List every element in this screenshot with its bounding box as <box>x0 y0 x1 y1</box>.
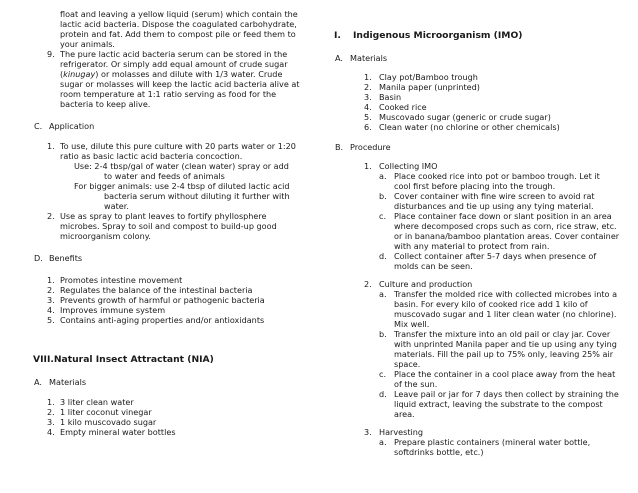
text-line: water. <box>104 201 129 211</box>
section-title-materials: Materials <box>350 53 388 63</box>
list-item: Manila paper (unprinted) <box>379 82 480 92</box>
list-number: 9. <box>47 49 55 59</box>
list-item: Cooked rice <box>379 102 427 112</box>
text-line: ratio as basic lactic acid bacteria concoction. <box>60 151 243 161</box>
list-number: 1. <box>364 161 372 171</box>
text-line: protein and fat. Add them to compost pile or feed them to <box>60 29 296 39</box>
sub-letter: c. <box>379 369 387 379</box>
text-line: refrigerator. Or simply add equal amount of crude sugar <box>60 59 288 69</box>
section-title-procedure: Procedure <box>350 142 391 152</box>
italic-term: kinugay <box>63 69 96 79</box>
section-letter: C. <box>34 121 43 131</box>
text-line: cool first before placing into the trough. <box>394 181 556 191</box>
list-number: 2. <box>47 211 55 221</box>
text-line: muscovado sugar and 1 liter clean water (no chlorine). <box>394 309 617 319</box>
text-line: bacteria serum without diluting it further with <box>104 191 290 201</box>
sub-letter: d. <box>379 389 387 399</box>
text-line: liquid extract, leaving the substrate to the compost <box>394 399 603 409</box>
text-line: space. <box>394 359 421 369</box>
text-line: sugar or molasses will keep the lactic acid bacteria alive at <box>60 79 300 89</box>
text-line: microorganism colony. <box>60 231 151 241</box>
text-line: molds can be seen. <box>394 261 473 271</box>
sub-letter: c. <box>379 211 387 221</box>
text-line: Collect container after 5-7 days when presence of <box>394 251 597 261</box>
text-line: Transfer the molded rice with collected microbes into a <box>394 289 618 299</box>
text-line: Mix well. <box>394 319 430 329</box>
text-line: your animals. <box>60 39 115 49</box>
list-number: 1. <box>364 72 372 82</box>
list-number: 5. <box>364 112 372 122</box>
list-item: Improves immune system <box>60 305 166 315</box>
sub-letter: a. <box>379 289 387 299</box>
section-title-benefits: Benefits <box>49 253 83 263</box>
list-number: 2. <box>364 279 372 289</box>
text-line: Place container face down or slant position in an area <box>394 211 612 221</box>
list-number: 4. <box>47 427 55 437</box>
list-number: 1. <box>47 141 55 151</box>
section-heading-viii: VIII.Natural Insect Attractant (NIA) <box>33 354 214 365</box>
section-title-materials: Materials <box>49 377 87 387</box>
step-title: Collecting IMO <box>379 161 438 171</box>
text-line: Use as spray to plant leaves to fortify phyllosphere <box>60 211 267 221</box>
section-letter: A. <box>335 53 343 63</box>
list-item: Clean water (no chlorine or other chemicals) <box>379 122 560 132</box>
list-number: 3. <box>364 92 372 102</box>
list-item: Muscovado sugar (generic or crude sugar) <box>379 112 551 122</box>
text-line: Place the container in a cool place away from the heat <box>394 369 616 379</box>
text-line: To use, dilute this pure culture with 20 parts water or 1:20 <box>60 141 296 151</box>
text-line: bacteria to keep alive. <box>60 99 151 109</box>
list-item: Regulates the balance of the intestinal bacteria <box>60 285 253 295</box>
text-line: area. <box>394 409 415 419</box>
text-line: materials. Fill the pail up to 75% only, leaving 25% air <box>394 349 614 359</box>
list-number: 4. <box>47 305 55 315</box>
list-item: Empty mineral water bottles <box>60 427 176 437</box>
text-line: The pure lactic acid bacteria serum can be stored in the <box>60 49 288 59</box>
text-line: Prepare plastic containers (mineral water bottle, <box>394 437 591 447</box>
sub-letter: b. <box>379 329 387 339</box>
section-letter: B. <box>335 142 344 152</box>
list-number: 6. <box>364 122 372 132</box>
sub-letter: d. <box>379 251 387 261</box>
text-line: softdrinks bottle, etc.) <box>394 447 484 457</box>
text-line: or in banana/bamboo plantation areas. Cover container <box>394 231 620 241</box>
step-title: Culture and production <box>379 279 473 289</box>
text-line: Transfer the mixture into an old pail or clay jar. Cover <box>394 329 611 339</box>
list-number: 2. <box>364 82 372 92</box>
list-item: Contains anti-aging properties and/or antioxidants <box>60 315 265 325</box>
text-line: of the sun. <box>394 379 438 389</box>
section-letter: D. <box>34 253 43 263</box>
text-line: lactic acid bacteria. Dispose the coagulated carbohydrate, <box>60 19 297 29</box>
text-line: where decomposed crops such as corn, rice straw, etc. <box>394 221 617 231</box>
text-line: For bigger animals: use 2-4 tbsp of diluted lactic acid <box>74 181 290 191</box>
list-item: 3 liter clean water <box>60 397 134 407</box>
sub-letter: a. <box>379 171 387 181</box>
section-heading-imo: Indigenous Microorganism (IMO) <box>353 30 523 41</box>
text-line: Place cooked rice into pot or bamboo trough. Let it <box>394 171 600 181</box>
text-line: float and leaving a yellow liquid (serum) which contain the <box>60 9 298 19</box>
list-item: Clay pot/Bamboo trough <box>379 72 478 82</box>
list-item: Promotes intestine movement <box>60 275 183 285</box>
section-number: I. <box>334 30 341 41</box>
text-line: Cover container with fine wire screen to avoid rat <box>394 191 595 201</box>
sub-letter: a. <box>379 437 387 447</box>
list-item: Basin <box>379 92 402 102</box>
list-number: 3. <box>47 417 55 427</box>
section-title-application: Application <box>49 121 95 131</box>
list-item: 1 liter coconut vinegar <box>60 407 152 417</box>
text-line: Use: 2-4 tbsp/gal of water (clean water) spray or add <box>74 161 289 171</box>
text-line: basin. For every kilo of cooked rice add 1 kilo of <box>394 299 588 309</box>
text-line: room temperature at 1:1 ratio serving as food for the <box>60 89 277 99</box>
section-letter: A. <box>34 377 42 387</box>
list-item: 1 kilo muscovado sugar <box>60 417 157 427</box>
list-number: 2. <box>47 285 55 295</box>
step-title: Harvesting <box>379 427 424 437</box>
list-number: 3. <box>364 427 372 437</box>
list-number: 3. <box>47 295 55 305</box>
list-number: 2. <box>47 407 55 417</box>
text-line: disturbances and tie up using any tying material. <box>394 201 594 211</box>
text-line: with unprinted Manila paper and tie up using any tying <box>394 339 617 349</box>
list-number: 1. <box>47 275 55 285</box>
text-line: with any material to protect from rain. <box>394 241 550 251</box>
sub-letter: b. <box>379 191 387 201</box>
list-number: 5. <box>47 315 55 325</box>
text-line: to water and feeds of animals <box>104 171 225 181</box>
text-line: microbes. Spray to soil and compost to build-up good <box>60 221 277 231</box>
text-line: (kinugay) or molasses and dilute with 1/3 water. Crude <box>60 69 283 79</box>
list-number: 4. <box>364 102 372 112</box>
list-item: Prevents growth of harmful or pathogenic bacteria <box>60 295 265 305</box>
list-number: 1. <box>47 397 55 407</box>
text-line: Leave pail or jar for 7 days then collect by straining the <box>394 389 619 399</box>
